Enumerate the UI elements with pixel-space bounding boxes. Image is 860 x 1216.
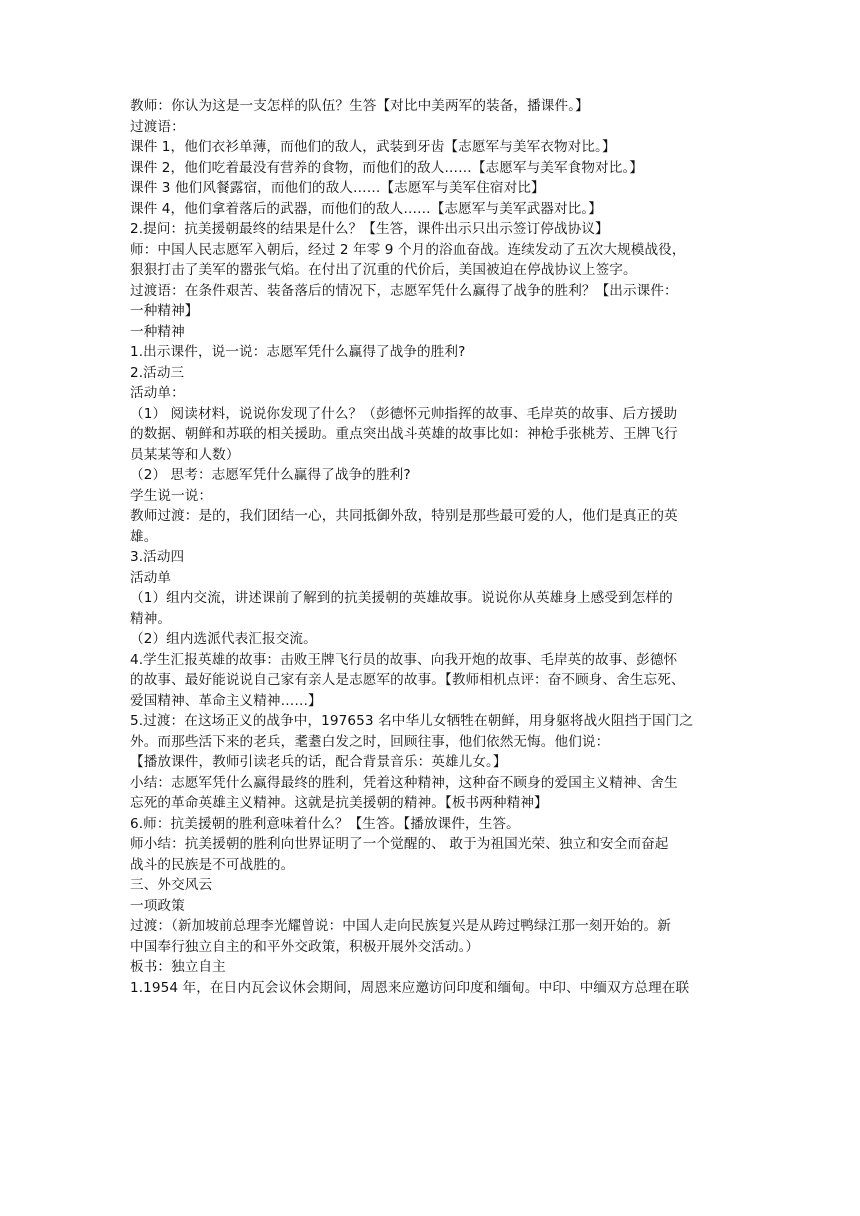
text-line: 的故事、最好能说说自己家有亲人是志愿军的故事。【教师相机点评：奋不顾身、舍生忘死、 (130, 672, 685, 688)
text-line: 雄。 (130, 528, 158, 545)
text-line: 板书：独立自主 (130, 959, 226, 975)
text-line: 一项政策 (130, 897, 185, 914)
text-line: 战斗的民族是不可战胜的。 (130, 856, 295, 873)
text-line: 3.活动四 (130, 549, 185, 565)
text-line: 师小结：抗美援朝的胜利向世界证明了一个觉醒的、 敢于为祖国光荣、独立和安全而奋起 (130, 836, 669, 852)
text-line: （1） 阅读材料，说说你发现了什么？（彭德怀元帅指挥的故事、毛岸英的故事、后方援助 (130, 405, 678, 422)
text-line: 【播放课件，教师引读老兵的话，配合背景音乐：英雄儿女。】 (130, 754, 507, 770)
text-line: 狠狠打击了美军的嚣张气焰。在付出了沉重的代价后，美国被迫在停战协议上签字。 (130, 262, 637, 278)
text-line: 教师：你认为这是一支怎样的队伍？生答【对比中美两军的装备，播课件。】 (130, 98, 589, 114)
text-line: 2.提问：抗美援朝最终的结果是什么？【生答，课件出示只出示签订停战协议】 (130, 221, 609, 237)
text-line: 2.活动三 (130, 364, 185, 381)
text-line: 课件 4，他们拿着落后的武器，而他们的敌人……【志愿军与美军武器对比。】 (130, 200, 602, 217)
text-line: 过渡语：在条件艰苦、装备落后的情况下，志愿军凭什么赢得了战争的胜利？【出示课件： (130, 282, 678, 299)
text-line: 课件 2，他们吃着最没有营养的食物，而他们的敌人……【志愿军与美军食物对比。】 (130, 159, 644, 176)
text-line: 过渡：（新加坡前总理李光耀曾说：中国人走向民族复兴是从跨过鸭绿江那一刻开始的。新 (130, 918, 671, 934)
text-line: 5.过渡：在这场正义的战争中，197653 名中华儿女牺牲在朝鲜，用身躯将战火阻挡于国门之 (130, 713, 694, 729)
text-line: 员某某等和人数） (130, 446, 240, 463)
text-line: 一种精神 (130, 323, 185, 340)
text-line: 学生说一说： (130, 487, 213, 504)
text-line: 4.学生汇报英雄的故事：击败王牌飞行员的故事、向我开炮的故事、毛岸英的故事、彭德怀 (130, 651, 678, 668)
document-page (130, 96, 740, 998)
text-line: 忘死的革命英雄主义精神。这就是抗美援朝的精神。【板书两种精神】 (130, 795, 548, 811)
text-line: （2） 思考：志愿军凭什么赢得了战争的胜利? (130, 467, 411, 483)
text-line: 精神。 (130, 610, 172, 627)
text-line: （2）组内选派代表汇报交流。 (130, 631, 317, 647)
text-line: 小结：志愿军凭什么赢得最终的胜利，凭着这种精神，这种奋不顾身的爱国主义精神、舍生 (130, 774, 678, 791)
text-line: 课件 1，他们衣衫单薄，而他们的敌人，武装到牙齿【志愿军与美军衣物对比。】 (130, 139, 616, 155)
text-line: 一种精神】 (130, 303, 199, 319)
text-line: 教师过渡：是的，我们团结一心，共同抵御外敌，特别是那些最可爱的人，他们是真正的英 (130, 508, 678, 524)
text-line: 三、外交风云 (130, 877, 213, 893)
text-line: （1）组内交流，讲述课前了解到的抗美援朝的英雄故事。说说你从英雄身上感受到怎样的 (130, 590, 673, 606)
text-line: 课件 3 他们风餐露宿，而他们的敌人……【志愿军与美军住宿对比】 (130, 180, 545, 196)
text-line: 1.出示课件，说一说：志愿军凭什么赢得了战争的胜利? (130, 344, 466, 360)
text-line: 过渡语： (130, 118, 185, 135)
text-line: 爱国精神、革命主义精神……】 (130, 692, 322, 709)
text-line: 活动单： (130, 385, 185, 401)
text-line: 的数据、朝鲜和苏联的相关援助。重点突出战斗英雄的故事比如：神枪手张桃芳、王牌飞行 (130, 426, 678, 442)
text-line: 活动单 (130, 569, 172, 586)
text-line: 中国奉行独立自主的和平外交政策，积极开展外交活动。） (130, 938, 480, 955)
text-line: 1.1954 年，在日内瓦会议休会期间，周恩来应邀访问印度和缅甸。中印、中缅双方总理在联 (130, 979, 690, 996)
text-line: 外。而那些活下来的老兵，耄耋白发之时，回顾往事，他们依然无悔。他们说： (130, 733, 610, 750)
text-line: 6.师：抗美援朝的胜利意味着什么？【生答。【播放课件，生答。 (130, 815, 520, 832)
text-line: 师：中国人民志愿军入朝后，经过 2 年零 9 个月的浴血奋战。连续发动了五次大规模战役， (130, 241, 686, 258)
